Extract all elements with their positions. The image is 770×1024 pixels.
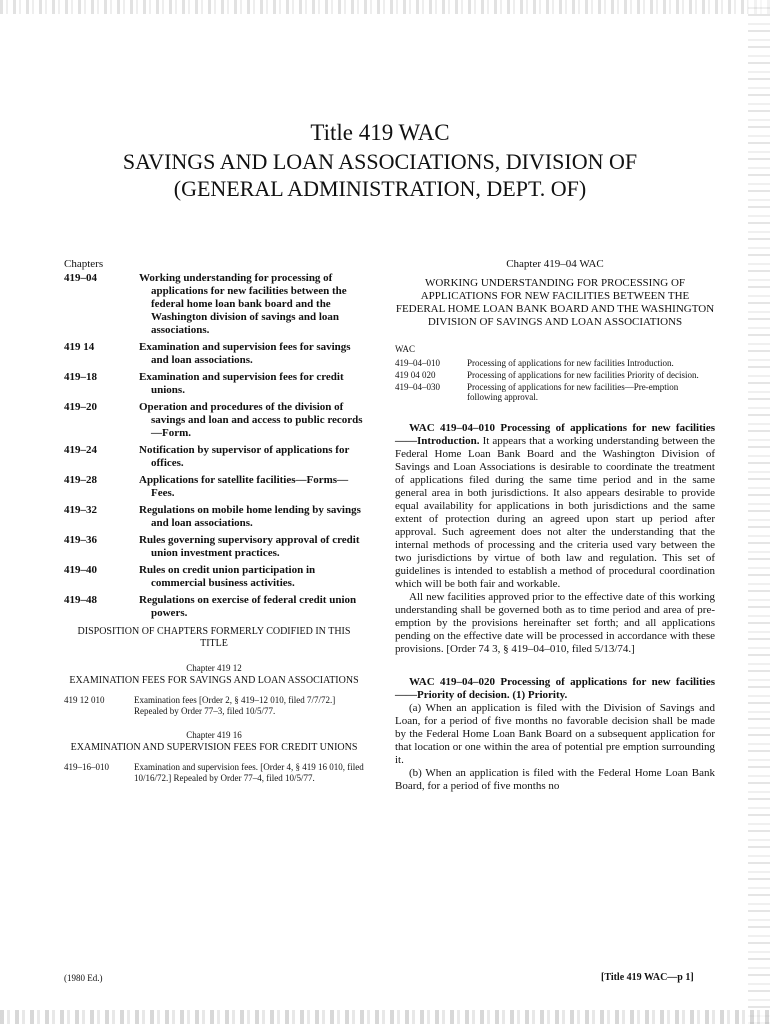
section-010-paragraph-1 [395, 422, 715, 591]
section-010-heading: WAC 419–04–010 Processing of applications for new facilities——Introduction. [395, 422, 715, 447]
chapter-number: 419–36 [64, 534, 97, 546]
chapter-title: Rules governing supervisory approval of credit union investment practices. [139, 534, 360, 559]
chapter-title: Rules on credit union participation in commercial business activities. [139, 564, 316, 589]
chapter-title: Notification by supervisor of applications for offices. [139, 444, 350, 469]
chapter-title: Operation and procedures of the division of savings and loan and access to public records—Form. [139, 401, 363, 439]
chapter-number: 419–18 [64, 371, 97, 383]
page-subtitle-line2: (GENERAL ADMINISTRATION, DEPT. OF) [173, 176, 587, 201]
chapter-row [64, 504, 364, 530]
chapter-title: Examination and supervision fees for savings and loan associations. [139, 341, 351, 366]
chapter-row [64, 564, 364, 590]
toc-row [395, 370, 715, 380]
section-010-text: It appears that a working understanding between the Federal Home Loan Bank Board and the Washington Division of Savings and Loan Associations is desirable to coordinate the treatment of applications filed during the same time period and in the same general area in both jurisdictions. It also appears desirable to provide equal availability for applications in both jurisdictions and the same extent of protection during an agreed upon start up period after approval. Such agreement does not alter the understanding that the internal methods of processing and the criteria used vary between the two jurisdictions by virtue of both law and regulation. This set of guidelines is intended to establish a method of procedural coordination which will be both fair and workable. [395, 435, 716, 590]
chapter-number: 419–28 [64, 474, 97, 486]
scan-artifact-bottom [0, 1010, 770, 1024]
section-text: Examination and supervision fees. [Order 4, § 419 16 010, filed 10/16/72.] Repealed by Order 77–4, filed 10/5/77. [134, 762, 364, 783]
toc-text: Processing of applications for new facilities Introduction. [467, 358, 674, 368]
chapter-row [64, 272, 364, 337]
chapter-row [64, 534, 364, 560]
chapter-number: 419–04 [64, 272, 97, 284]
chapter-number: 419–40 [64, 564, 97, 576]
scan-artifact-right [748, 0, 770, 1024]
toc-number: 419–04–030 [395, 382, 440, 392]
chapter-number: 419–20 [64, 401, 97, 413]
chapter-row [64, 371, 364, 397]
chapters-label: Chapters [64, 258, 104, 270]
toc-text: Processing of applications for new facilities—Pre-emption following approval. [467, 382, 679, 402]
chapter-number: 419–32 [64, 504, 97, 516]
toc-row [395, 358, 715, 368]
chapter-title: Regulations on exercise of federal credit union powers. [139, 594, 357, 619]
section-text: Examination fees [Order 2, § 419–12 010, filed 7/7/72.] Repealed by Order 77–3, filed 10/5/77. [134, 695, 336, 716]
repealed-chapter-title: EXAMINATION AND SUPERVISION FEES FOR CREDIT UNIONS [70, 742, 358, 753]
chapter-number: 419–24 [64, 444, 97, 456]
page-footer: [Title 419 WAC—p 1] [601, 972, 694, 983]
wac-label: WAC [395, 344, 415, 354]
section-020-heading: WAC 419–04–020 Processing of applications for new facilities——Priority of decision. (1) Priority. [395, 676, 715, 701]
chapter-title: Regulations on mobile home lending by savings and loan associations. [139, 504, 361, 529]
repealed-chapter-label: Chapter 419 12 [186, 663, 242, 673]
repealed-chapter-title: EXAMINATION FEES FOR SAVINGS AND LOAN ASSOCIATIONS [69, 675, 359, 686]
edition-footer: (1980 Ed.) [64, 973, 103, 983]
toc-row [395, 382, 715, 402]
spacer [395, 402, 715, 422]
chapter-row [64, 341, 364, 367]
page-title: Title 419 WAC [310, 120, 450, 145]
section-020-paragraph-a: (a) When an application is filed with the Division of Savings and Loan, for a period of five months no favorable decision shall be made by the Federal Home Loan Bank Board on a subsequent application for that location or one within the area of potential pre emption surrounding it. [395, 702, 715, 766]
chapter-row [64, 594, 364, 620]
chapters-column [64, 258, 364, 784]
chapter-419-04-column [395, 258, 715, 793]
toc-number: 419–04–010 [395, 358, 440, 368]
toc-text: Processing of applications for new facilities Priority of decision. [467, 370, 699, 380]
chapter-title: Examination and supervision fees for credit unions. [139, 371, 344, 396]
repealed-section-row [64, 762, 364, 784]
scan-artifact-top [0, 0, 770, 14]
section-number: 419–16–010 [64, 762, 109, 772]
section-number: 419 12 010 [64, 695, 105, 705]
chapter-row [64, 444, 364, 470]
chapter-title: Applications for satellite facilities—Forms—Fees. [139, 474, 349, 499]
chapter-row [64, 401, 364, 440]
spacer [395, 656, 715, 676]
chapter-label: Chapter 419–04 WAC [506, 258, 604, 270]
repealed-section-row [64, 695, 364, 717]
chapter-number: 419 14 [64, 341, 95, 353]
section-010-paragraph-2: All new facilities approved prior to the effective date of this working understanding shall be governed both as to time period and area of pre-emption by the provisions hereinafter set forth; and all applications pending on the effective date will be processed in accordance with these provisions. [Order 74 3, § 419–04–010, filed 5/13/74.] [395, 591, 715, 655]
toc-number: 419 04 020 [395, 370, 436, 380]
disposition-heading: DISPOSITION OF CHAPTERS FORMERLY CODIFIED IN THIS TITLE [77, 626, 351, 649]
section-020-paragraph-b: (b) When an application is filed with the Federal Home Loan Bank Board, for a period of five months no [395, 767, 715, 792]
title-block [60, 118, 700, 202]
page-subtitle-line1: SAVINGS AND LOAN ASSOCIATIONS, DIVISION OF [122, 149, 638, 174]
chapter-heading: WORKING UNDERSTANDING FOR PROCESSING OF APPLICATIONS FOR NEW FACILITIES BETWEEN THE FEDERAL HOME LOAN BANK BOARD AND THE WASHINGTON DIVISION OF SAVINGS AND LOAN ASSOCIATIONS [395, 277, 715, 328]
chapter-title: Working understanding for processing of applications for new facilities between the federal home loan bank board and the Washington division of savings and loan associations. [139, 272, 347, 336]
chapter-row [64, 474, 364, 500]
repealed-chapter-label: Chapter 419 16 [186, 730, 242, 740]
section-020-heading-paragraph [395, 676, 715, 702]
chapter-number: 419–48 [64, 594, 97, 606]
